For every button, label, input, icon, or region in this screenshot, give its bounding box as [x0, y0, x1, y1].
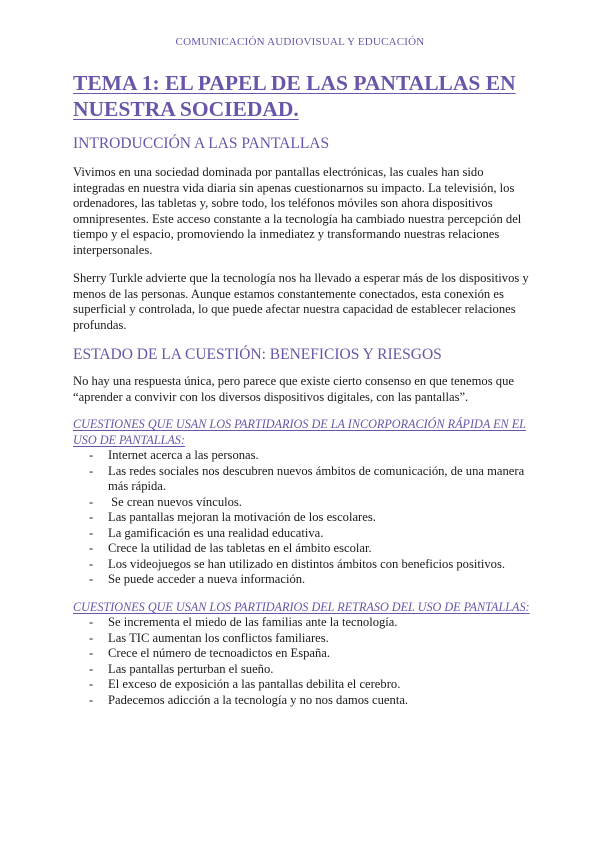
section-heading-intro: INTRODUCCIÓN A LAS PANTALLAS: [73, 135, 330, 152]
list-item-text: Internet acerca a las personas.: [108, 448, 259, 462]
list-item-text: Se puede acceder a nueva información.: [108, 572, 306, 586]
list-item: [73, 631, 533, 647]
list-item: [73, 615, 533, 631]
list-item: [73, 646, 533, 662]
dash-marker: -: [89, 494, 94, 509]
list-item-text: Crece la utilidad de las tabletas en el ámbito escolar.: [108, 541, 372, 555]
list-item-text: Se crean nuevos vínculos.: [108, 494, 242, 509]
dash-marker: -: [89, 646, 94, 660]
list-retraso: [73, 615, 533, 708]
page-title: TEMA 1: EL PAPEL DE LAS PANTALLAS EN NUESTRA SOCIEDAD.: [73, 71, 516, 121]
list-item-text: Las redes sociales nos descubren nuevos ámbitos de comunicación, de una manera más rápida.: [108, 463, 525, 493]
dash-marker: -: [89, 661, 94, 676]
list-item: [73, 693, 533, 709]
dash-marker: -: [89, 448, 94, 462]
dash-marker: -: [89, 525, 94, 540]
dash-marker: -: [89, 556, 94, 571]
list-item: [73, 495, 533, 511]
list-item: [73, 510, 533, 526]
list-item: [73, 541, 533, 557]
list-item: [73, 464, 533, 495]
list-item: [73, 526, 533, 542]
list-item-text: El exceso de exposición a las pantallas debilita el cerebro.: [108, 677, 401, 691]
list-item-text: La gamificación es una realidad educativa.: [108, 525, 324, 540]
list-item-text: Las TIC aumentan los conflictos familiares.: [108, 630, 329, 645]
list-item: [73, 448, 533, 464]
section-heading-estado: ESTADO DE LA CUESTIÓN: BENEFICIOS Y RIESGOS: [73, 346, 442, 363]
list-item-text: Se incrementa el miedo de las familias ante la tecnología.: [108, 615, 398, 629]
list-item: [73, 572, 533, 588]
running-header: COMUNICACIÓN AUDIOVISUAL Y EDUCACIÓN: [175, 36, 425, 48]
subheading-retraso: CUESTIONES QUE USAN LOS PARTIDARIOS DEL RETRASO DEL USO DE PANTALLAS:: [73, 599, 530, 614]
intro-paragraph-2: Sherry Turkle advierte que la tecnología nos ha llevado a esperar más de los dispositivos y menos de las personas. Aunque estamos constantemente conectados, esta conexión es superficial y controlada, lo que puede afectar nuestra capacidad de establecer relaciones profundas.: [73, 271, 529, 332]
intro-paragraph-1: Vivimos en una sociedad dominada por pantallas electrónicas, las cuales han sido integradas en nuestra vida diaria sin apenas cuestionarnos su impacto. La televisión, los ordenadores, las tabletas y, sobre todo, los teléfonos móviles son ahora dispositivos omnipresentes. Este acceso constante a la tecnología ha cambiado nuestra percepción del tiempo y el espacio, promoviendo la inmediatez y transformando nuestras relaciones interpersonales.: [73, 165, 522, 257]
list-item-text: Crece el número de tecnoadictos en España.: [108, 646, 331, 660]
dash-marker: -: [89, 692, 94, 707]
dash-marker: -: [89, 541, 94, 555]
document-body: [73, 70, 533, 708]
dash-marker: -: [89, 677, 94, 691]
dash-marker: -: [89, 615, 94, 629]
dash-marker: -: [89, 463, 94, 478]
list-item: [73, 662, 533, 678]
list-incorporacion: [73, 448, 533, 588]
list-item-text: Los videojuegos se han utilizado en distintos ámbitos con beneficios positivos.: [108, 556, 505, 571]
dash-marker: -: [89, 510, 94, 524]
estado-paragraph: No hay una respuesta única, pero parece que existe cierto consenso en que tenemos que “aprender a convivir con los diversos dispositivos digitales, con las pantallas”.: [73, 374, 514, 404]
list-item: [73, 557, 533, 573]
list-item: [73, 677, 533, 693]
dash-marker: -: [89, 572, 94, 586]
subheading-incorporacion: CUESTIONES QUE USAN LOS PARTIDARIOS DE LA INCORPORACIÓN RÁPIDA EN EL USO DE PANTALLAS:: [73, 417, 526, 447]
dash-marker: -: [89, 630, 94, 645]
list-item-text: Las pantallas perturban el sueño.: [108, 661, 274, 676]
list-item-text: Padecemos adicción a la tecnología y no nos damos cuenta.: [108, 692, 409, 707]
list-item-text: Las pantallas mejoran la motivación de los escolares.: [108, 510, 376, 524]
